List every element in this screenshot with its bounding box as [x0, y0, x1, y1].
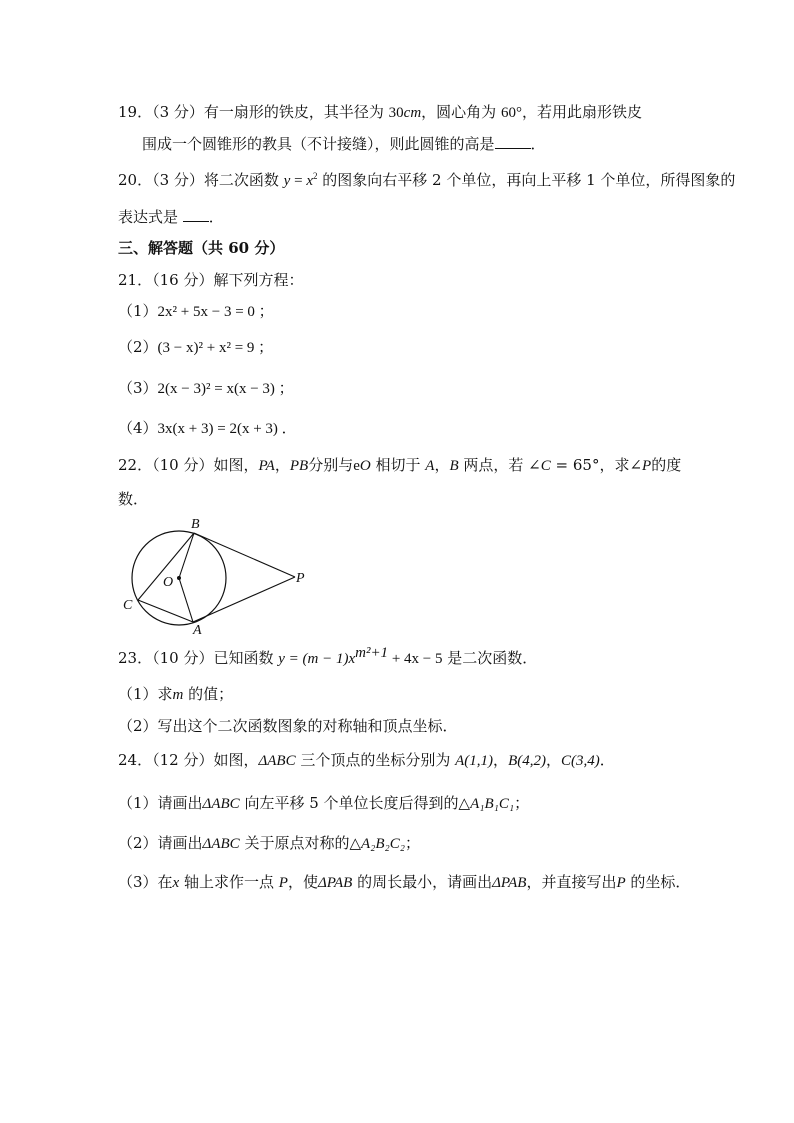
- tangent-circle-figure: [118, 512, 318, 637]
- tangent-pb: [194, 533, 295, 577]
- q22-line-2: 数．: [118, 490, 149, 508]
- q21-item-2: （2）(3 − x)² + x² = 9 ；: [118, 338, 274, 356]
- q19-line-1: 19．（3 分）有一扇形的铁皮，其半径为 30cm，圆心角为 60°，若用此扇形铁皮: [118, 103, 642, 121]
- q21-stem: 21．（16 分）解下列方程：: [118, 271, 304, 289]
- q23-item-1: （1）求m 的值；: [118, 685, 234, 703]
- label-c: C: [123, 598, 133, 613]
- label-a: A: [193, 623, 202, 637]
- q23-item-2: （2）写出这个二次函数图象的对称轴和顶点坐标．: [118, 717, 458, 735]
- q24-item-2: （2）请画出ΔABC 关于原点对称的△A₂B₂C₂；: [118, 834, 420, 852]
- q22-line-1: 22．（10 分）如图，PA，PB分别与eO 相切于 A，B 两点，若 ∠C = 65°，求∠P的度: [118, 456, 682, 474]
- q24-line-1: 24．（12 分）如图，ΔABC 三个顶点的坐标分别为 A(1,1)，B(4,2)，C(3,4)．: [118, 751, 615, 769]
- radius-ob: [179, 533, 194, 578]
- q19-line-2: 围成一个圆锥形的教具（不计接缝），则此圆锥的高是 ．: [142, 135, 546, 153]
- q21-item-1: （1）2x² + 5x − 3 = 0 ；: [118, 302, 274, 320]
- answer-blank: [495, 134, 531, 149]
- q21-item-3: （3）2(x − 3)² = x(x − 3) ；: [118, 379, 294, 397]
- q21-item-4: （4）3x(x + 3) = 2(x + 3) ．: [118, 419, 297, 437]
- q24-item-1: （1）请画出ΔABC 向左平移 5 个单位长度后得到的△A₁B₁C₁；: [118, 794, 530, 812]
- q24-item-3: （3）在x 轴上求作一点 P，使ΔPAB 的周长最小，请画出ΔPAB，并直接写出P 的坐标．: [118, 873, 691, 891]
- answer-blank: [183, 207, 209, 222]
- q20-line-1: 20．（3 分）将二次函数 $y = x^2$ 的图象向右平移 2 个单位，再向上平移 1 个单位，所得图象的: [118, 171, 736, 189]
- radius-oa: [179, 578, 193, 622]
- q20-line-2: 表达式是 ．: [118, 208, 224, 226]
- label-p: P: [296, 571, 305, 586]
- section-title: 三、解答题（共 60 分）: [118, 239, 285, 257]
- tangent-pa: [193, 577, 295, 622]
- label-b: B: [191, 517, 200, 532]
- label-o: O: [163, 575, 174, 590]
- center-dot: [177, 576, 181, 580]
- q23-line-1: 23．（10 分）已知函数 $y = (m - 1)x^{m^2+1} + 4x - 5$ 是二次函数．: [118, 645, 538, 667]
